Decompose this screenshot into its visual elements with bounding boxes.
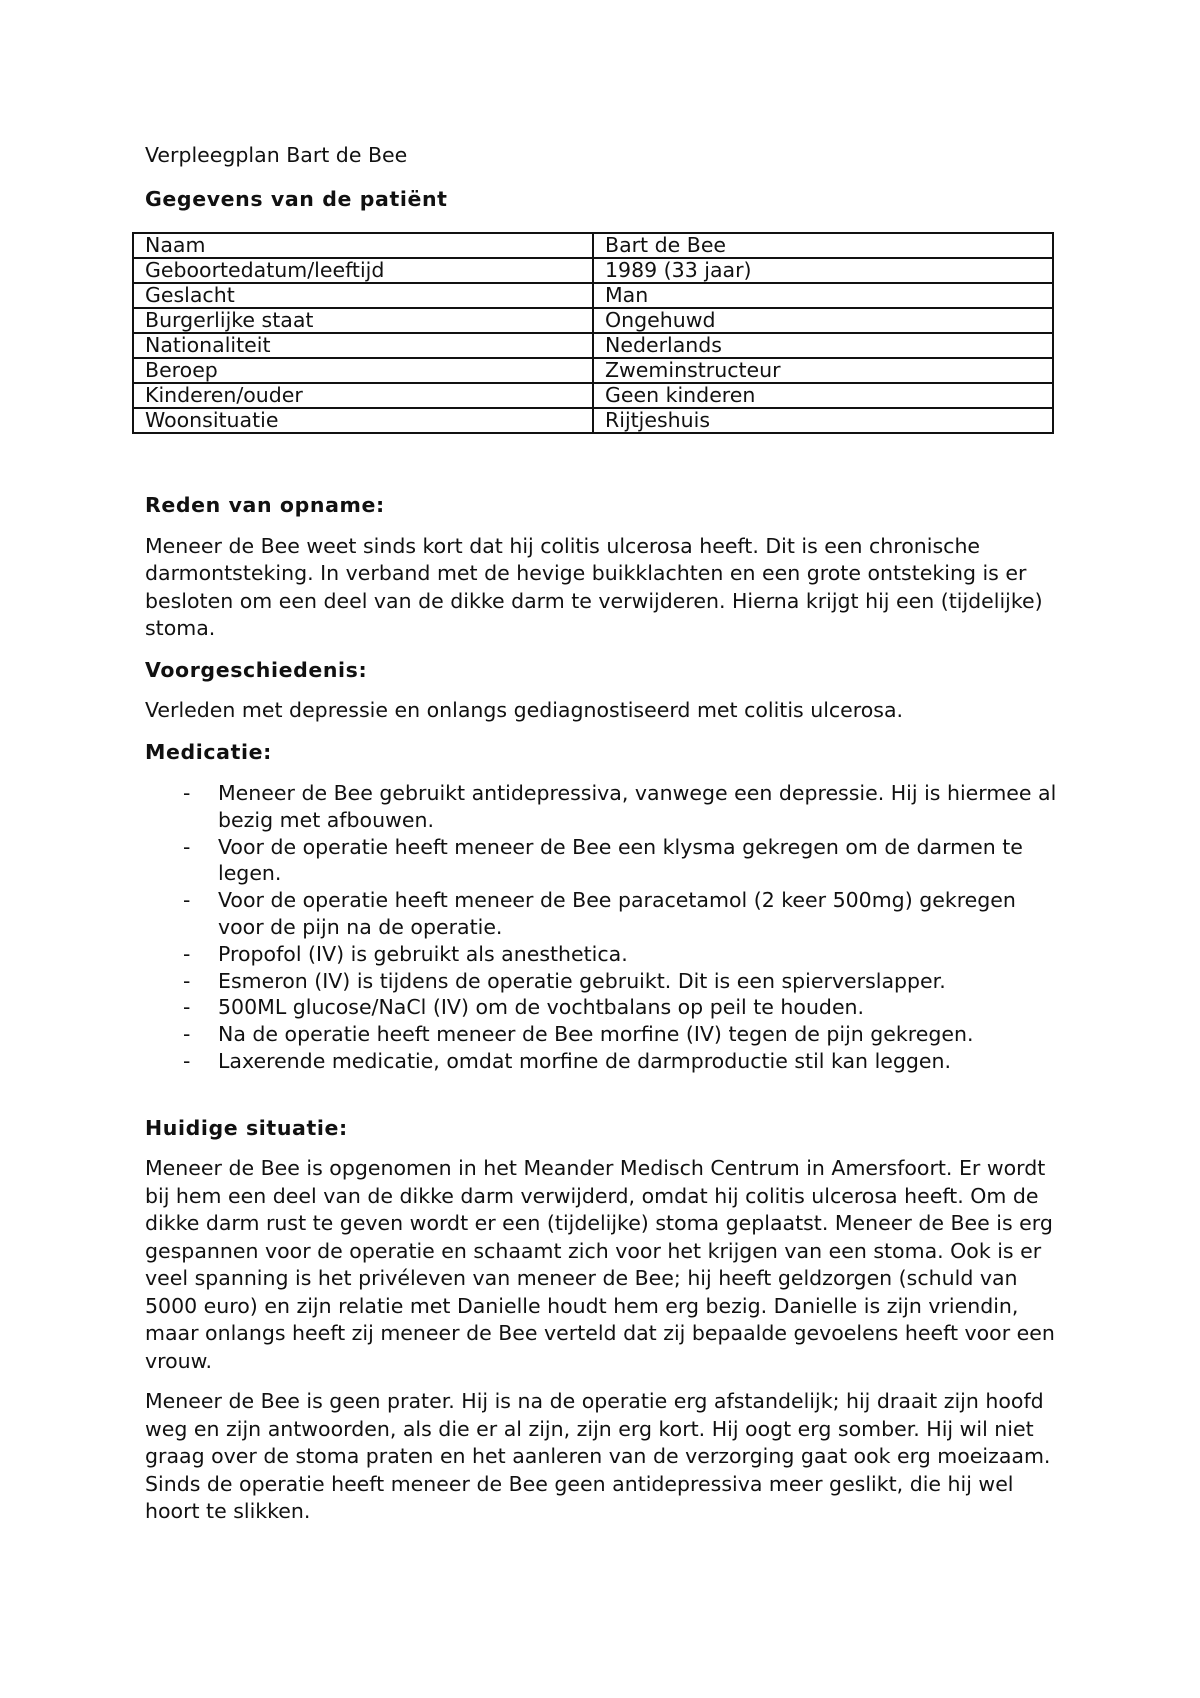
- table-row: [133, 408, 1053, 433]
- patient-data-heading: Gegevens van de patiënt: [145, 186, 448, 211]
- list-dash: -: [183, 834, 191, 859]
- document-page: [145, 142, 1065, 1524]
- list-item: [145, 968, 1065, 995]
- list-dash: -: [183, 781, 191, 805]
- table-row: [133, 308, 1053, 333]
- table-cell-label: Burgerlijke staat: [133, 308, 593, 333]
- table-cell-value: Ongehuwd: [593, 308, 1053, 333]
- huidige-situatie-heading: Huidige situatie:: [145, 1115, 348, 1140]
- list-item-text: Laxerende medicatie, omdat morfine de darmproductie stil kan leggen.: [218, 1048, 952, 1073]
- table-cell-value: Man: [593, 283, 1053, 308]
- patient-data-table: [132, 232, 1054, 434]
- table-cell-value: Rijtjeshuis: [593, 408, 1053, 433]
- table-cell-label: Naam: [133, 233, 593, 258]
- table-row: [133, 358, 1053, 383]
- reden-text: Meneer de Bee weet sinds kort dat hij colitis ulcerosa heeft. Dit is een chronische darmontsteking. In verband met de hevige buikklachten en een grote ontsteking is er besloten om een deel van de dikke darm te verwijderen. Hierna krijgt hij een (tijdelijke) stoma.: [145, 533, 1043, 640]
- table-cell-label: Kinderen/ouder: [133, 383, 593, 408]
- list-item: [145, 1021, 1065, 1048]
- huidige-situatie-paragraph-1: Meneer de Bee is opgenomen in het Meander Medisch Centrum in Amersfoort. Er wordt bij hem een deel van de dikke darm verwijderd, omdat hij colitis ulcerosa heeft. Om de dikke darm rust te geven wordt er een (tijdelijke) stoma geplaatst. Meneer de Bee is erg gespannen voor de operatie en schaamt zich voor het krijgen van een stoma. Ook is er veel spanning is het privéleven van meneer de Bee; hij heeft geldzorgen (schuld van 5000 euro) en zijn relatie met Danielle houdt hem erg bezig. Danielle is zijn vriendin, maar onlangs heeft zij meneer de Bee verteld dat zij bepaalde gevoelens heeft voor een vrouw.: [145, 1156, 1055, 1373]
- table-cell-value: Geen kinderen: [593, 383, 1053, 408]
- table-cell-value: Bart de Bee: [593, 233, 1053, 258]
- list-item-text: Na de operatie heeft meneer de Bee morfine (IV) tegen de pijn gekregen.: [218, 1022, 974, 1047]
- list-item-text: Esmeron (IV) is tijdens de operatie gebruikt. Dit is een spierverslapper.: [218, 968, 946, 993]
- document-body: [145, 492, 1065, 1526]
- list-item-text: Propofol (IV) is gebruikt als anesthetica.: [218, 941, 628, 966]
- huidige-situatie-paragraph-2: Meneer de Bee is geen prater. Hij is na de operatie erg afstandelijk; hij draait zijn hoofd weg en zijn antwoorden, als die er al zijn, zijn erg kort. Hij oogt erg somber. Hij wil niet graag over de stoma praten en het aanleren van de verzorging gaat ook erg moeizaam. Sinds de operatie heeft meneer de Bee geen antidepressiva meer geslikt, die hij wel hoort te slikken.: [145, 1389, 1051, 1524]
- list-dash: -: [183, 1048, 191, 1073]
- reden-heading: Reden van opname:: [145, 493, 385, 517]
- list-item: [145, 887, 1065, 941]
- list-item: [145, 834, 1065, 888]
- table-row: [133, 283, 1053, 308]
- table-cell-label: Nationaliteit: [133, 333, 593, 358]
- table-cell-value: Nederlands: [593, 333, 1053, 358]
- list-item-text: Voor de operatie heeft meneer de Bee een klysma gekregen om de darmen te legen.: [218, 834, 1023, 886]
- table-cell-value: 1989 (33 jaar): [593, 258, 1053, 283]
- voorgeschiedenis-text: Verleden met depressie en onlangs gediagnostiseerd met colitis ulcerosa.: [145, 698, 904, 722]
- list-dash: -: [183, 968, 191, 993]
- table-cell-label: Woonsituatie: [133, 408, 593, 433]
- list-item-text: 500ML glucose/NaCl (IV) om de vochtbalans op peil te houden.: [218, 995, 865, 1020]
- voorgeschiedenis-heading: Voorgeschiedenis:: [145, 657, 368, 682]
- table-row: [133, 258, 1053, 283]
- table-row: [133, 233, 1053, 258]
- list-dash: -: [183, 888, 191, 913]
- table-cell-label: Geslacht: [133, 283, 593, 308]
- medicatie-heading: Medicatie:: [145, 739, 272, 764]
- list-item-text: Meneer de Bee gebruikt antidepressiva, vanwege een depressie. Hij is hiermee al bezig met afbouwen.: [218, 781, 1057, 832]
- list-item: [145, 1048, 1065, 1075]
- table-cell-label: Geboortedatum/leeftijd: [133, 258, 593, 283]
- list-dash: -: [183, 941, 191, 966]
- list-item: [145, 994, 1065, 1021]
- medicatie-list: [145, 780, 1065, 1075]
- table-cell-value: Zweminstructeur: [593, 358, 1053, 383]
- list-item: [145, 780, 1065, 834]
- table-row: [133, 383, 1053, 408]
- list-dash: -: [183, 1022, 191, 1047]
- table-row: [133, 333, 1053, 358]
- list-dash: -: [183, 995, 191, 1020]
- table-cell-label: Beroep: [133, 358, 593, 383]
- list-item-text: Voor de operatie heeft meneer de Bee paracetamol (2 keer 500mg) gekregen voor de pijn na de operatie.: [218, 888, 1016, 939]
- list-item: [145, 941, 1065, 968]
- document-title: Verpleegplan Bart de Bee: [145, 143, 408, 167]
